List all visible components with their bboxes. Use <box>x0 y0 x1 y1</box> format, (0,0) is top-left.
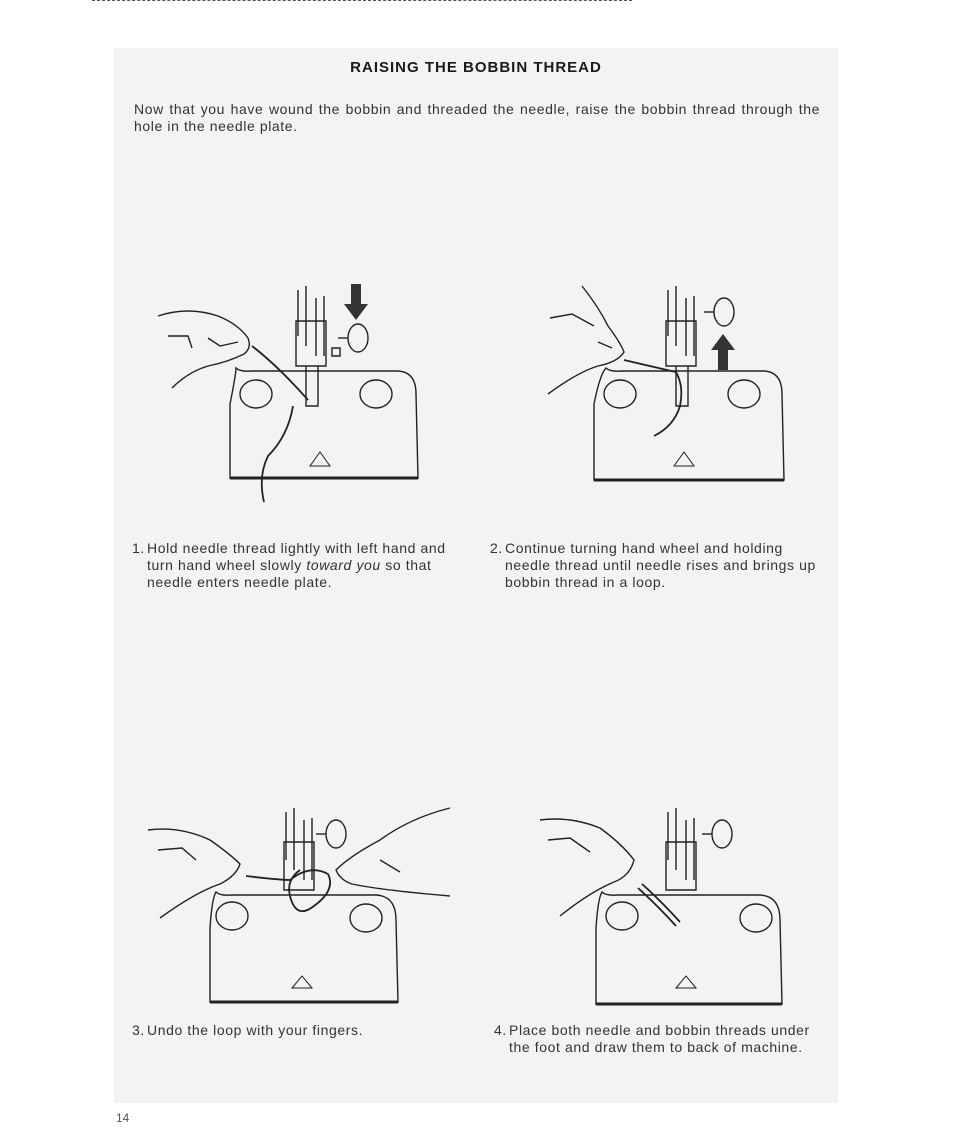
step-text: Undo the loop with your fingers. <box>147 1022 364 1038</box>
step-number: 3. <box>132 1022 145 1038</box>
step-text-end: so that needle enters needle plate. <box>147 557 432 590</box>
step-text: Place both needle and bobbin threads under the foot and draw them to back of machine. <box>509 1022 810 1055</box>
top-rule <box>92 0 632 1</box>
step-text: Continue turning hand wheel and holding needle thread until needle rises and brings up bobbin thread in a loop. <box>505 540 816 590</box>
step-number: 2. <box>490 540 503 556</box>
down-arrow-icon <box>344 284 368 320</box>
hand-illustration <box>336 808 450 896</box>
hand-illustration <box>548 286 624 394</box>
figure-step-3 <box>140 800 460 1010</box>
needle-plate-illustration <box>596 892 782 1004</box>
needle-plate-illustration <box>230 368 418 478</box>
step-text: Hold needle thread lightly with left hand and turn hand wheel slowly <box>147 540 446 573</box>
hand-wheel-knob <box>714 298 734 326</box>
up-arrow-icon <box>711 334 735 370</box>
page-number: 14 <box>116 1111 130 1125</box>
hand-illustration <box>148 829 240 918</box>
needle-plate-illustration <box>210 892 398 1002</box>
intro-paragraph: Now that you have wound the bobbin and threaded the needle, raise the bobbin thread through the hole in the needle plate. <box>134 101 820 134</box>
page-title: RAISING THE BOBBIN THREAD <box>350 59 602 76</box>
hand-wheel-knob <box>348 324 368 352</box>
step-number: 1. <box>132 540 145 556</box>
figure-step-4 <box>530 800 800 1010</box>
step-number: 4. <box>494 1022 507 1038</box>
hand-wheel-knob <box>712 820 732 848</box>
figure-step-2 <box>528 276 798 496</box>
step-emphasis: toward you <box>306 557 381 573</box>
hand-wheel-knob <box>326 820 346 848</box>
figure-step-1 <box>148 276 428 506</box>
